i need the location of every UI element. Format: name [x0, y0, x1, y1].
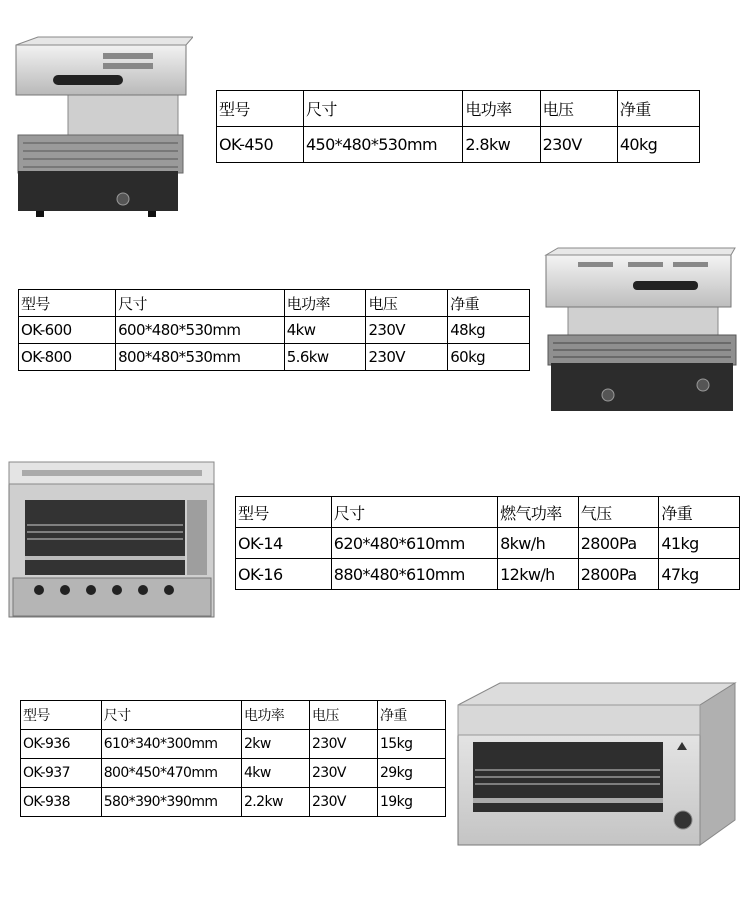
header-size: 尺寸	[101, 701, 241, 730]
cell-model: OK-936	[21, 730, 102, 759]
gas-salamander-ok14-image	[7, 460, 217, 620]
cell-weight: 48kg	[448, 317, 530, 344]
cell-voltage: 230V	[310, 788, 378, 817]
cell-power: 5.6kw	[284, 344, 366, 371]
header-power: 电功率	[242, 701, 310, 730]
header-voltage: 电压	[540, 91, 617, 127]
cell-model: OK-938	[21, 788, 102, 817]
spec-table-ok14-16	[235, 496, 740, 590]
cell-power: 4kw	[284, 317, 366, 344]
cell-size: 580*390*390mm	[101, 788, 241, 817]
salamander-ok600-image	[543, 245, 738, 415]
cell-power: 2kw	[242, 730, 310, 759]
cell-weight: 19kg	[378, 788, 446, 817]
cell-model: OK-14	[236, 528, 332, 559]
cell-model: OK-450	[217, 127, 304, 163]
table-header-row	[21, 701, 446, 730]
table-row	[19, 344, 530, 371]
header-voltage: 电压	[366, 290, 448, 317]
header-size: 尺寸	[303, 91, 462, 127]
header-weight: 净重	[378, 701, 446, 730]
table-row	[236, 528, 740, 559]
header-weight: 净重	[448, 290, 530, 317]
cell-model: OK-937	[21, 759, 102, 788]
header-power: 电功率	[284, 290, 366, 317]
cell-voltage: 230V	[310, 730, 378, 759]
header-gas-power: 燃气功率	[498, 497, 579, 528]
cell-model: OK-800	[19, 344, 116, 371]
table-row	[21, 730, 446, 759]
spec-table-ok450	[216, 90, 700, 163]
cell-size: 450*480*530mm	[303, 127, 462, 163]
cell-voltage: 230V	[310, 759, 378, 788]
cell-power: 2.2kw	[242, 788, 310, 817]
cell-gas-pressure: 2800Pa	[578, 528, 659, 559]
cell-model: OK-16	[236, 559, 332, 590]
cell-gas-pressure: 2800Pa	[578, 559, 659, 590]
table-row	[236, 559, 740, 590]
cell-weight: 15kg	[378, 730, 446, 759]
spec-table-ok936-938	[20, 700, 446, 817]
header-model: 型号	[19, 290, 116, 317]
header-gas-pressure: 气压	[578, 497, 659, 528]
table-header-row	[236, 497, 740, 528]
cell-voltage: 230V	[366, 317, 448, 344]
cell-weight: 29kg	[378, 759, 446, 788]
header-model: 型号	[217, 91, 304, 127]
cell-size: 610*340*300mm	[101, 730, 241, 759]
cell-power: 2.8kw	[463, 127, 540, 163]
table-row	[21, 788, 446, 817]
table-row	[217, 127, 700, 163]
header-model: 型号	[236, 497, 332, 528]
header-size: 尺寸	[331, 497, 497, 528]
cell-size: 600*480*530mm	[116, 317, 285, 344]
header-voltage: 电压	[310, 701, 378, 730]
cell-size: 800*450*470mm	[101, 759, 241, 788]
cell-power: 4kw	[242, 759, 310, 788]
cell-model: OK-600	[19, 317, 116, 344]
header-power: 电功率	[463, 91, 540, 127]
cell-size: 620*480*610mm	[331, 528, 497, 559]
header-weight: 净重	[659, 497, 740, 528]
cell-size: 880*480*610mm	[331, 559, 497, 590]
cell-weight: 60kg	[448, 344, 530, 371]
cell-gas-power: 8kw/h	[498, 528, 579, 559]
header-model: 型号	[21, 701, 102, 730]
cell-weight: 40kg	[617, 127, 699, 163]
table-header-row	[217, 91, 700, 127]
header-weight: 净重	[617, 91, 699, 127]
table-header-row	[19, 290, 530, 317]
cell-voltage: 230V	[366, 344, 448, 371]
cell-voltage: 230V	[540, 127, 617, 163]
cell-size: 800*480*530mm	[116, 344, 285, 371]
salamander-ok450-image	[8, 35, 193, 220]
spec-table-ok600-800	[18, 289, 530, 371]
table-row	[19, 317, 530, 344]
table-row	[21, 759, 446, 788]
cell-weight: 47kg	[659, 559, 740, 590]
salamander-ok936-image	[455, 680, 740, 850]
cell-gas-power: 12kw/h	[498, 559, 579, 590]
header-size: 尺寸	[116, 290, 285, 317]
cell-weight: 41kg	[659, 528, 740, 559]
